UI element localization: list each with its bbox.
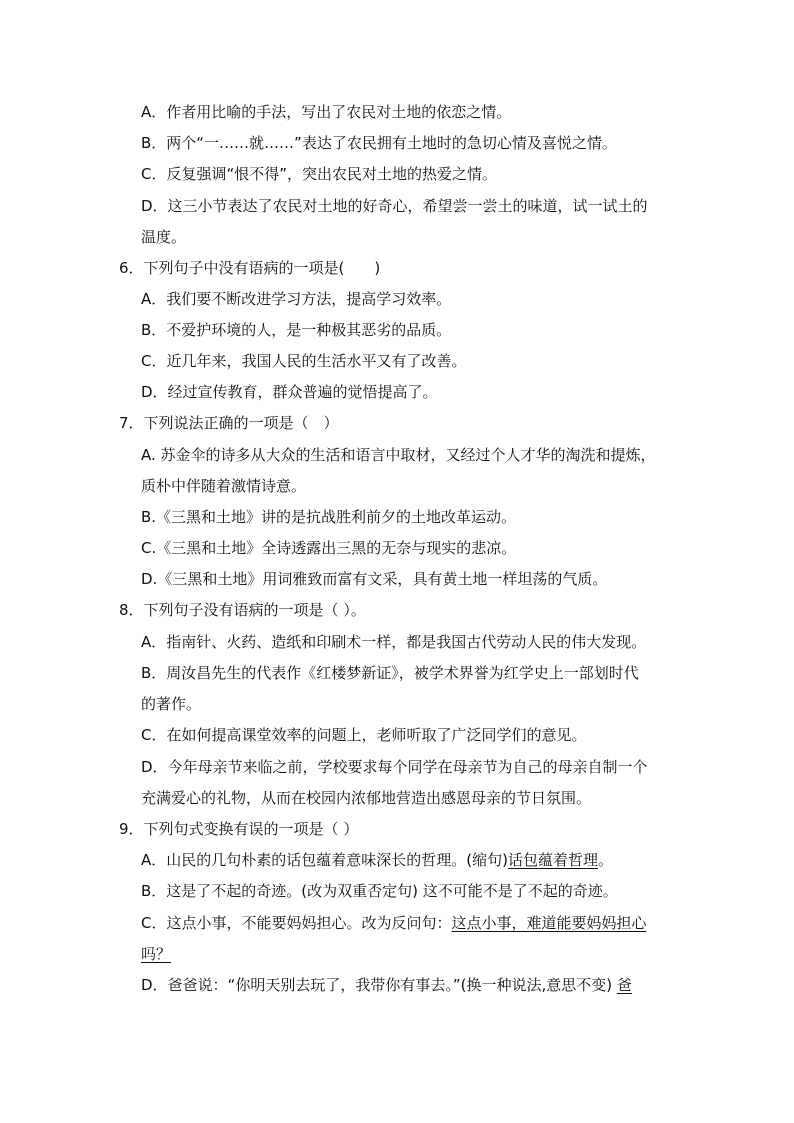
q9-option-d xyxy=(141,975,632,995)
q9-option-c-answer: 这点小事，难道能要妈妈担心 xyxy=(451,914,647,932)
q6-option-a: A．我们要不断改进学习方法，提高学习效率。 xyxy=(141,290,452,308)
q8-option-b: B．周汝昌先生的代表作《红楼梦新证》，被学术界誉为红学史上一部划时代 xyxy=(141,664,639,682)
q7-stem: 7．下列说法正确的一项是（ ） xyxy=(119,414,339,432)
q7-option-d: D.《三黑和土地》用词雅致而富有文采，具有黄土地一样坦荡的气质。 xyxy=(141,570,608,588)
q9-option-d-answer: 爸 xyxy=(616,976,632,994)
q7-option-c: C.《三黑和土地》全诗透露出三黑的无奈与现实的悲凉。 xyxy=(141,539,517,557)
q8-option-d-cont: 充满爱心的礼物，从而在校园内浓郁地营造出感恩母亲的节日氛围。 xyxy=(141,789,592,807)
q9-option-d-text: D．爸爸说：“你明天别去玩了，我带你有事去。”(换一种说法,意思不变) xyxy=(141,976,617,994)
q5-option-d: D．这三小节表达了农民对土地的好奇心，希望尝一尝土的味道，试一试土的 xyxy=(141,197,648,215)
q5-option-c: C．反复强调“恨不得”，突出农民对土地的热爱之情。 xyxy=(141,165,498,183)
q9-option-c xyxy=(141,913,647,933)
q9-option-a-answer: 话包蕴着哲理 xyxy=(507,851,598,869)
q9-option-c-text: C．这点小事，不能要妈妈担心。改为反问句： xyxy=(141,914,452,932)
q8-stem: 8．下列句子没有语病的一项是（ ）。 xyxy=(119,601,366,619)
q5-option-d-cont: 温度。 xyxy=(141,228,187,246)
q7-option-a-cont: 质朴中伴随着激情诗意。 xyxy=(141,477,307,495)
q7-option-b: B.《三黑和土地》讲的是抗战胜利前夕的土地改革运动。 xyxy=(141,508,517,526)
q9-option-a xyxy=(141,850,613,870)
q6-option-d: D．经过宣传教育，群众普遍的觉悟提高了。 xyxy=(141,383,438,401)
q9-stem: 9．下列句式变换有误的一项是（ ） xyxy=(119,820,359,838)
q8-option-d: D．今年母亲节来临之前，学校要求每个同学在母亲节为自己的母亲自制一个 xyxy=(141,758,648,776)
q6-stem: 6．下列句子中没有语病的一项是( ) xyxy=(119,259,381,277)
q9-option-c-cont xyxy=(141,944,171,964)
q5-option-a: A．作者用比喻的手法，写出了农民对土地的依恋之情。 xyxy=(141,103,512,121)
q8-option-c: C．在如何提高课堂效率的问题上，老师听取了广泛同学们的意见。 xyxy=(141,726,587,744)
q9-option-a-end: 。 xyxy=(597,851,613,869)
q5-option-b: B．两个“一……就……”表达了农民拥有土地时的急切心情及喜悦之情。 xyxy=(141,134,617,152)
q9-option-b: B．这是了不起的奇迹。(改为双重否定句) 这不可能不是了不起的奇迹。 xyxy=(141,882,618,900)
q8-option-a: A．指南针、火药、造纸和印刷术一样，都是我国古代劳动人民的伟大发现。 xyxy=(141,633,647,651)
q9-option-a-text: A．山民的几句朴素的话包蕴着意味深长的哲理。(缩句) xyxy=(141,851,508,869)
q7-option-a: A. 苏金伞的诗多从大众的生活和语言中取材，又经过个人才华的淘洗和提炼， xyxy=(141,446,656,464)
q6-option-c: C．近几年来，我国人民的生活水平又有了改善。 xyxy=(141,352,467,370)
q6-option-b: B．不爱护环境的人，是一种极其恶劣的品质。 xyxy=(141,321,452,339)
q8-option-b-cont: 的著作。 xyxy=(141,695,202,713)
q9-option-c-answer-cont: 吗？ xyxy=(141,945,172,963)
